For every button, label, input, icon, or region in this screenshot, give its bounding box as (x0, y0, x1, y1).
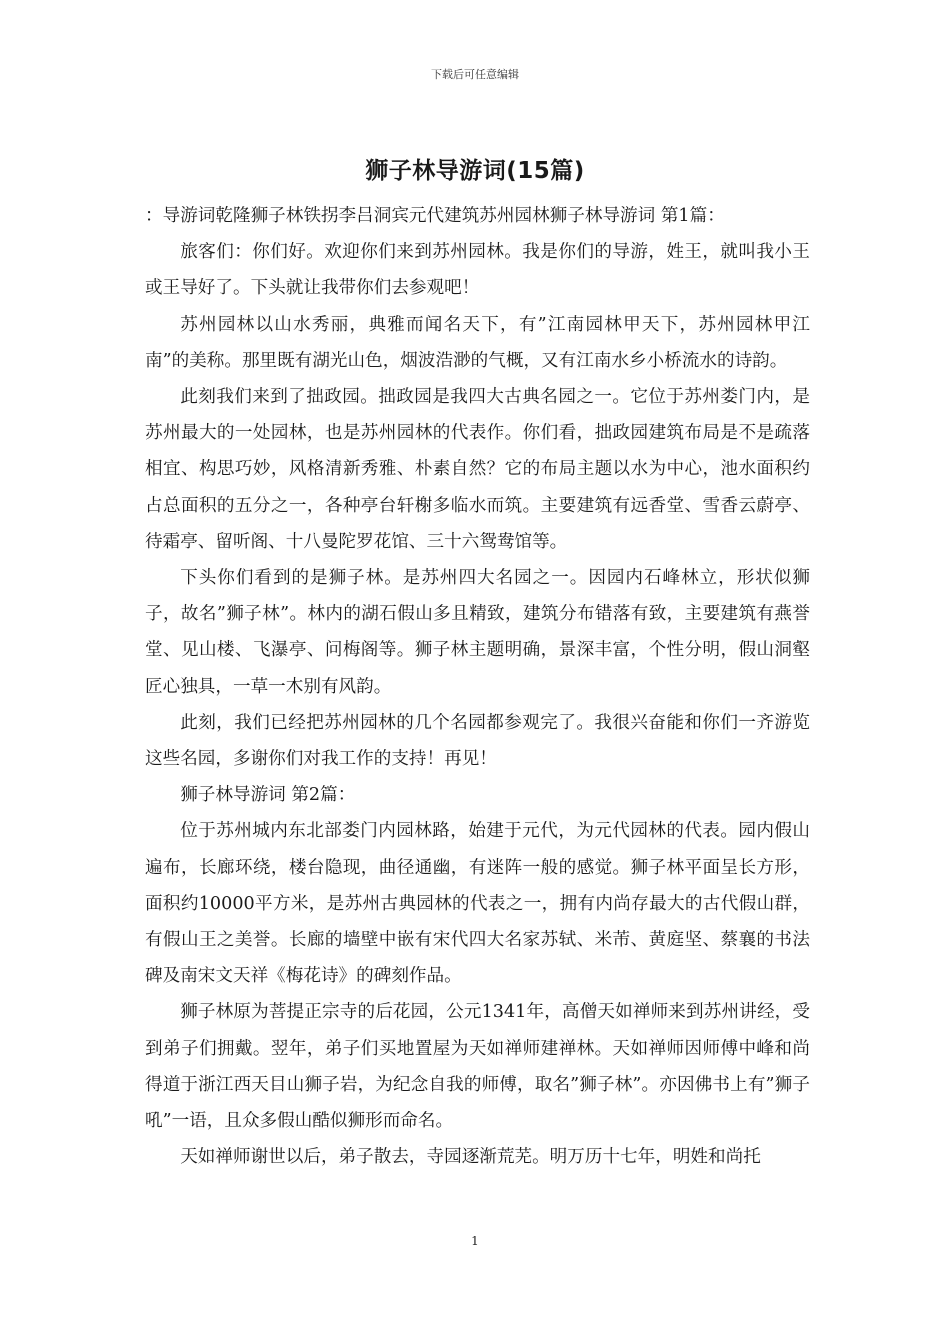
document-body (145, 198, 810, 1175)
paragraph-keywords: ：导游词乾隆狮子林铁拐李吕洞宾元代建筑苏州园林狮子林导游词 第1篇： (145, 206, 725, 226)
paragraph: 天如禅师谢世以后，弟子散去，寺园逐渐荒芜。明万历十七年，明姓和尚托 (180, 1147, 761, 1168)
page-number: 1 (471, 1234, 479, 1248)
paragraph: 此刻我们来到了拙政园。拙政园是我四大古典名园之一。它位于苏州娄门内，是苏州最大的一处园林，也是苏州园林的代表作。你们看，拙政园建筑布局是不是疏落相宜、构思巧妙，风格清新秀雅、朴素自然？它的布局主题以水为中心，池水面积约占总面积的五分之一，各种亭台轩榭多临水而筑。主要建筑有远香堂、雪香云蔚亭、待霜亭、留听阁、十八曼陀罗花馆、三十六鸳鸯馆等。 (145, 387, 810, 552)
paragraph: 狮子林原为菩提正宗寺的后花园，公元1341年，高僧天如禅师来到苏州讲经，受到弟子们拥戴。翌年，弟子们买地置屋为天如禅师建禅林。天如禅师因师傅中峰和尚得道于浙江西天目山狮子岩，为纪念自我的师傅，取名”狮子林”。亦因佛书上有”狮子吼”一语，且众多假山酷似狮形而命名。 (145, 1002, 810, 1132)
paragraph: 下头你们看到的是狮子林。是苏州四大名园之一。因园内石峰林立，形状似狮子，故名”狮子林”。林内的湖石假山多且精致，建筑分布错落有致，主要建筑有燕誉堂、见山楼、飞瀑亭、问梅阁等。狮子林主题明确，景深丰富，个性分明，假山洞壑匠心独具，一草一木别有风韵。 (145, 568, 810, 697)
paragraph: 此刻，我们已经把苏州园林的几个名园都参观完了。我很兴奋能和你们一齐游览这些名园，多谢你们对我工作的支持！再见！ (145, 712, 810, 770)
header-note: 下载后可任意编辑 (431, 68, 519, 81)
section-heading: 狮子林导游词 第2篇： (180, 785, 356, 806)
page-title: 狮子林导游词(15篇) (365, 158, 585, 184)
paragraph: 位于苏州城内东北部娄门内园林路，始建于元代，为元代园林的代表。园内假山遍布，长廊环绕，楼台隐现，曲径通幽，有迷阵一般的感觉。狮子林平面呈长方形，面积约10000平方米，是苏州古典园林的代表之一，拥有内尚存最大的古代假山群，有假山王之美誉。长廊的墙壁中嵌有宋代四大名家苏轼、米芾、黄庭坚、蔡襄的书法碑及南宋文天祥《梅花诗》的碑刻作品。 (145, 821, 810, 987)
paragraph: 苏州园林以山水秀丽，典雅而闻名天下，有”江南园林甲天下，苏州园林甲江南”的美称。那里既有湖光山色，烟波浩渺的气概，又有江南水乡小桥流水的诗韵。 (145, 314, 810, 371)
paragraph: 旅客们：你们好。欢迎你们来到苏州园林。我是你们的导游，姓王，就叫我小王或王导好了。下头就让我带你们去参观吧！ (145, 242, 810, 299)
